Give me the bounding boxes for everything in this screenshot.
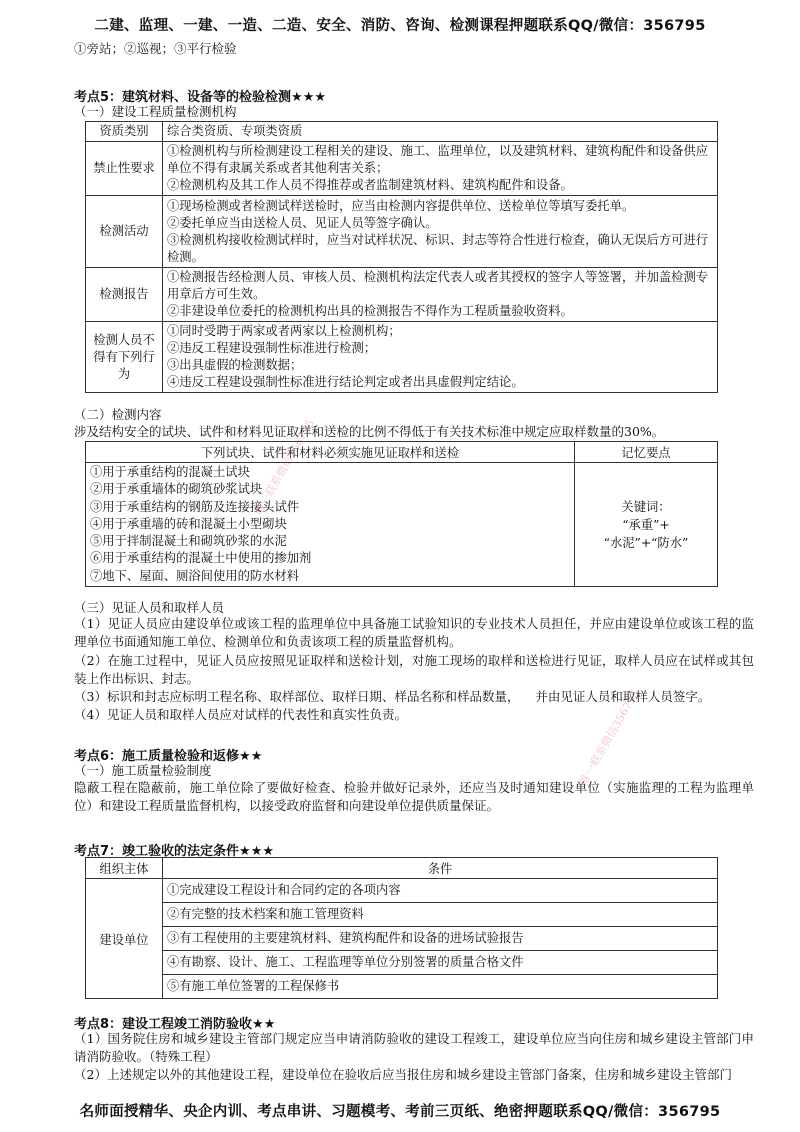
memo-line: “承重”+	[622, 517, 670, 532]
table-row	[86, 975, 718, 999]
table-row	[86, 142, 718, 196]
table-head-cell: 组织主体	[86, 858, 163, 879]
table-row	[86, 858, 718, 879]
watermark: 唯一联系微信356795	[576, 687, 642, 788]
table-row	[86, 442, 718, 463]
list-item: ⑤用于拌制混凝土和砌筑砂浆的水泥	[90, 534, 287, 549]
content-line: ①检测报告经检测人员、审核人员、检测机构法定代表人或者其授权的签字人等签署，并加盖检测专用章后方可生效。	[167, 270, 709, 301]
condition-cell: ④有勘察、设计、施工、工程监理等单位分别签署的质量合格文件	[163, 951, 718, 975]
condition-cell: ①完成建设工程设计和合同约定的各项内容	[163, 879, 718, 903]
testing-agency-table	[85, 121, 718, 393]
row-category: 检测报告	[86, 268, 163, 322]
row-content	[163, 268, 718, 322]
condition-cell: ②有完整的技术档案和施工管理资料	[163, 903, 718, 927]
list-item: ①用于承重结构的混凝土试块	[90, 465, 250, 479]
watermark: 唯一联系微信356795	[251, 417, 317, 518]
kp6-text: 隐蔽工程在隐蔽前，施工单位除了要做好检查、检验并做好记录外，还应当及时通知建设单位（实施监理的工程为监理单位）和建设工程质量监督机构，以接受政府监督和向建设单位提供质量保证。	[74, 780, 754, 813]
content-line: ②非建设单位委托的检测机构出具的检测报告不得作为工程质量验收资料。	[167, 304, 573, 318]
table-head-cell: 记忆要点	[575, 442, 718, 463]
content-line: ①检测机构与所检测建设工程相关的建设、施工、监理单位，以及建筑材料、建筑构配件和设备供应单位不得有隶属关系或者其他利害关系；	[167, 144, 709, 175]
witness-sampling-table	[85, 441, 718, 587]
condition-cell: ⑤有施工单位签署的工程保修书	[163, 975, 718, 999]
row-category: 检测活动	[86, 196, 163, 268]
table-row	[86, 196, 718, 268]
kp5-title: 考点5：建筑材料、设备等的检验检测★★★	[74, 90, 327, 105]
row-category: 检测人员不得有下列行为	[86, 322, 163, 393]
completion-conditions-table	[85, 857, 718, 999]
list-item: ④用于承重墙的砖和混凝土小型砌块	[90, 516, 287, 531]
subject-cell: 建设单位	[86, 879, 163, 999]
kp5-sec2-text: 涉及结构安全的试块、试件和材料见证取样和送检的比例不得低于有关技术标准中规定应取样数量的30%。	[74, 424, 665, 439]
table-row	[86, 463, 718, 587]
items-cell	[86, 463, 575, 587]
memo-line: “水泥”+“防水”	[603, 535, 689, 550]
kp5-sec2-heading: （二）检测内容	[74, 407, 162, 422]
table-row	[86, 927, 718, 951]
sec3-paragraph: （1）见证人员应由建设单位或该工程的监理单位中具备施工试验知识的专业技术人员担任，并应由建设单位或该工程的监理单位书面通知施工单位、检测单位和负责该项工程的质量监督机构。	[74, 616, 754, 649]
kp5-sec1-heading: （一）建设工程质量检测机构	[74, 104, 237, 119]
table-row	[86, 122, 718, 142]
list-item: ⑥用于承重结构的混凝土中使用的掺加剂	[90, 551, 312, 566]
table-row	[86, 903, 718, 927]
content-line: ①现场检测或者检测试样送检时，应当由检测内容提供单位、送检单位等填写委托单。	[167, 198, 635, 213]
kp8-title: 考点8：建设工程竣工消防验收★★	[74, 1017, 276, 1032]
table-row	[86, 322, 718, 393]
list-item: ③用于承重结构的钢筋及连接接头试件	[90, 499, 300, 514]
table-row	[86, 951, 718, 975]
table-row	[86, 879, 718, 903]
memo-line: 关键词：	[621, 499, 671, 514]
kp5-sec3-heading: （三）见证人员和取样人员	[74, 600, 225, 615]
intro-line: ①旁站；②巡视；③平行检验	[74, 41, 237, 56]
table-head-cell: 综合类资质、专项类资质	[163, 122, 718, 142]
list-item: ②用于承重墙体的砌筑砂浆试块	[90, 482, 263, 497]
table-head-cell: 条件	[163, 858, 718, 879]
kp6-sec1-heading: （一）施工质量检验制度	[74, 763, 212, 778]
content-line: ②违反工程建设强制性标准进行检测；	[167, 341, 377, 355]
sec3-paragraph: （2）在施工过程中，见证人员应按照见证取样和送检计划，对施工现场的取样和送检进行见证，取样人员应在试样或其包装上作出标识、封志。	[74, 653, 754, 686]
row-content	[163, 142, 718, 196]
content-line: ②检测机构及其工作人员不得推荐或者监制建筑材料、建筑构配件和设备。	[167, 178, 573, 192]
row-category: 禁止性要求	[86, 142, 163, 196]
list-item: ⑦地下、屋面、厕浴间使用的防水材料	[90, 568, 300, 583]
page-footer: 名师面授精华、央企内训、考点串讲、习题模考、考前三页纸、绝密押题联系QQ/微信：356795	[79, 1104, 721, 1120]
table-row	[86, 268, 718, 322]
page-header: 二建、监理、一建、一造、二造、安全、消防、咨询、检测课程押题联系QQ/微信：356795	[94, 18, 706, 34]
table-head-cell: 下列试块、试件和材料必须实施见证取样和送检	[86, 442, 575, 463]
content-line: ③出具虚假的检测数据；	[167, 358, 303, 372]
content-line: ④违反工程建设强制性标准进行结论判定或者出具虚假判定结论。	[167, 375, 524, 389]
sec3-paragraph: （4）见证人员和取样人员应对试样的代表性和真实性负责。	[74, 707, 407, 722]
row-content	[163, 322, 718, 393]
content-line: ③检测机构接收检测试样时，应当对试样状况、标识、封志等符合性进行检查，确认无误后方可进行检测。	[167, 232, 709, 264]
condition-cell: ③有工程使用的主要建筑材料、建筑构配件和设备的进场试验报告	[163, 927, 718, 951]
kp6-title: 考点6：施工质量检验和返修★★	[74, 749, 263, 764]
kp8-paragraph: （1）国务院住房和城乡建设主管部门规定应当申请消防验收的建设工程竣工，建设单位应当向住房和城乡建设主管部门申请消防验收。（特殊工程）	[74, 1031, 754, 1064]
table-head-cell: 资质类别	[86, 122, 163, 142]
sec3-paragraph: （3）标识和封志应标明工程名称、取样部位、取样日期、样品名称和样品数量， 并由见证人员和取样人员签字。	[74, 689, 711, 704]
kp8-paragraph: （2）上述规定以外的其他建设工程，建设单位在验收后应当报住房和城乡建设主管部门备案，住房和城乡建设主管部门	[74, 1067, 732, 1082]
kp7-title: 考点7：竣工验收的法定条件★★★	[74, 844, 275, 859]
content-line: ①同时受聘于两家或者两家以上检测机构；	[167, 324, 401, 338]
memo-cell	[575, 463, 718, 587]
row-content	[163, 196, 718, 268]
content-line: ②委托单应当由送检人员、见证人员等签字确认。	[167, 215, 438, 230]
